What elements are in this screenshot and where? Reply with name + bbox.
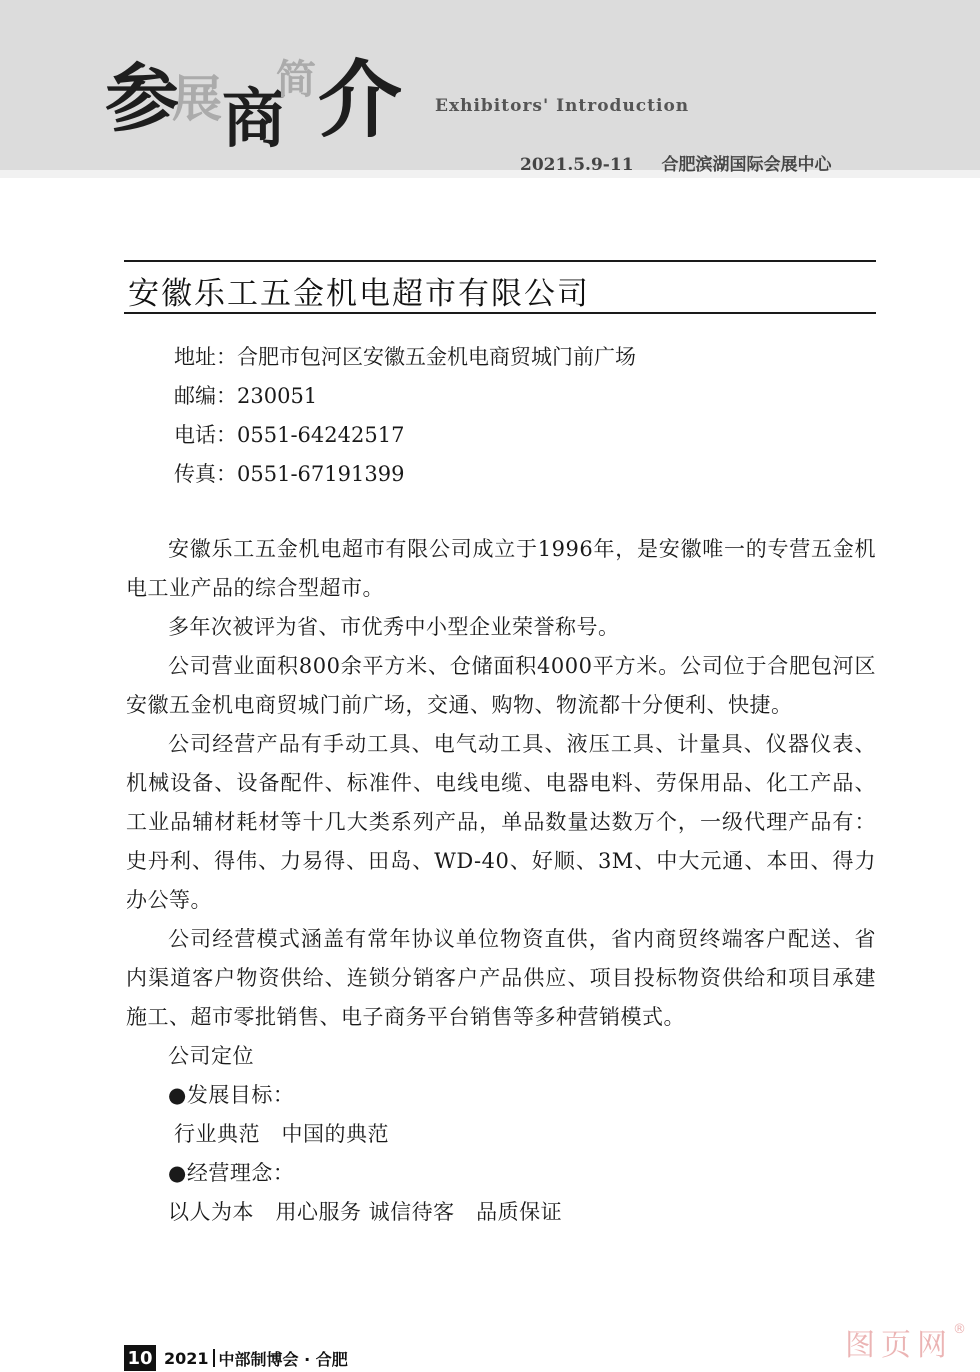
goal-label: ●发展目标： [168, 1083, 295, 1107]
contact-info [174, 338, 636, 494]
paragraph-business-model: 公司经营模式涵盖有常年协议单位物资直供，省内商贸终端客户配送、省内渠道客户物资供给、连锁分销客户产品供应、项目投标物资供给和项目承建施工、超市零批销售、电子商务平台销售等多种营销模式。 [126, 927, 876, 1029]
contact-postcode: 邮编：230051 [174, 384, 318, 408]
footer-event: 中部制博会 · 合肥 [218, 1349, 348, 1369]
header-char-zhan: 展 [172, 69, 222, 128]
title-top-rule [124, 260, 876, 262]
positioning-heading: 公司定位 [168, 1044, 254, 1068]
watermark-text: 图页网 [845, 1328, 953, 1363]
watermark-logo [845, 1320, 966, 1364]
title-bottom-rule [124, 312, 876, 314]
event-date-venue [520, 150, 832, 175]
header-char-jian: 简 [276, 56, 316, 103]
paragraph-products: 公司经营产品有手动工具、电气动工具、液压工具、计量具、仪器仪表、机械设备、设备配件、标准件、电线电缆、电器电料、劳保用品、化工产品、工业品辅材耗材等十几大类系列产品，单品数量达数万个，一级代理产品有：史丹利、得伟、力易得、田岛、WD-40、好顺、3M、中大元通、本田、得力办公等。 [126, 732, 876, 912]
paragraph-honors: 多年次被评为省、市优秀中小型企业荣誉称号。 [168, 615, 620, 639]
header-char-can: 参 [105, 56, 179, 142]
philosophy-label: ●经营理念： [168, 1161, 295, 1185]
event-venue: 合肥滨湖国际会展中心 [661, 155, 832, 175]
paragraph-intro: 安徽乐工五金机电超市有限公司成立于1996年，是安徽唯一的专营五金机电工业产品的综合型超市。 [126, 537, 876, 600]
footer-year: 2021 [164, 1348, 209, 1368]
company-name: 安徽乐工五金机电超市有限公司 [128, 276, 590, 312]
contact-address: 地址：合肥市包河区安徽五金机电商贸城门前广场 [174, 345, 636, 369]
contact-fax: 传真：0551-67191399 [174, 462, 405, 486]
goal-text: 行业典范 中国的典范 [174, 1122, 389, 1146]
header-rule [0, 170, 980, 178]
page-number: 10 [124, 1345, 156, 1371]
philosophy-text: 以人为本 用心服务 诚信待客 品质保证 [168, 1200, 563, 1224]
header-char-shang: 商 [222, 82, 286, 157]
contact-phone: 电话：0551-64242517 [174, 423, 405, 447]
event-date: 2021.5.9-11 [520, 155, 634, 175]
paragraph-facility: 公司营业面积800余平方米、仓储面积4000平方米。公司位于合肥包河区安徽五金机电商贸城门前广场，交通、购物、物流都十分便利、快捷。 [126, 654, 876, 717]
header-char-jie: 介 [318, 50, 403, 149]
company-description [126, 530, 876, 1232]
section-english-title: Exhibitors' Introduction [435, 96, 690, 116]
footer-separator [213, 1349, 215, 1367]
registered-mark: ® [953, 1322, 966, 1337]
page-footer [124, 1344, 348, 1372]
